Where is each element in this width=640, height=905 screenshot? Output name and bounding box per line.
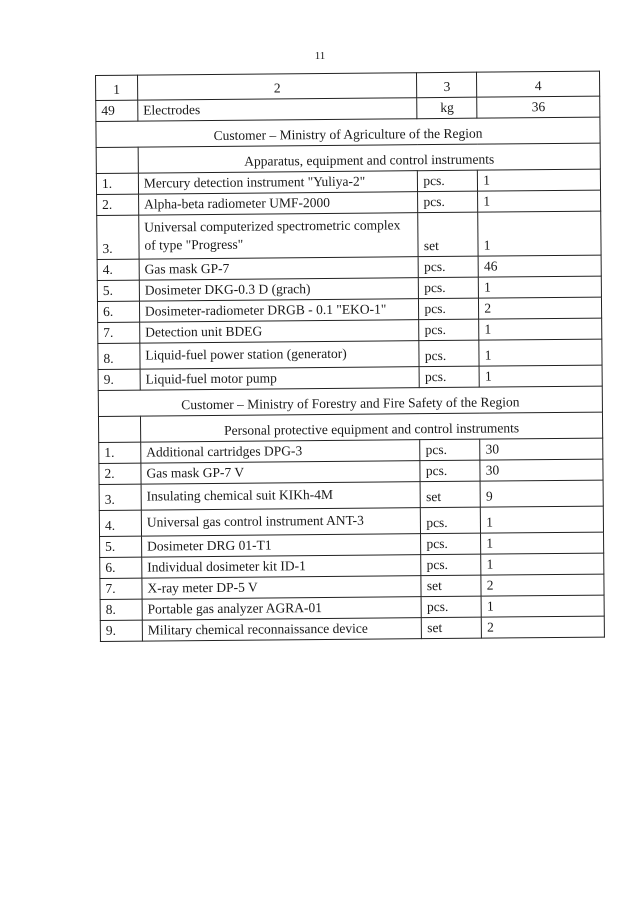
row-number: 5. bbox=[100, 536, 142, 557]
item-quantity: 1 bbox=[481, 595, 604, 617]
item-unit: pcs. bbox=[420, 439, 480, 461]
item-unit: set bbox=[422, 617, 482, 639]
item-unit: pcs. bbox=[419, 340, 479, 367]
item-name: Liquid-fuel motor pump bbox=[140, 367, 420, 390]
empty-cell bbox=[98, 416, 140, 442]
item-name: Military chemical reconnaissance device bbox=[142, 618, 422, 641]
item-unit: kg bbox=[417, 97, 477, 119]
item-quantity: 1 bbox=[479, 276, 602, 298]
item-unit: pcs. bbox=[421, 533, 481, 555]
item-quantity: 2 bbox=[479, 297, 602, 319]
item-name: Universal gas control instrument ANT-3 bbox=[141, 508, 421, 536]
item-quantity: 1 bbox=[478, 190, 601, 212]
item-name: Additional cartridges DPG-3 bbox=[141, 440, 421, 463]
row-number: 49 bbox=[96, 100, 138, 121]
row-number: 3. bbox=[97, 215, 139, 259]
item-name: Gas mask GP-7 bbox=[139, 257, 419, 280]
item-quantity: 30 bbox=[480, 438, 603, 460]
item-unit: set bbox=[421, 575, 481, 597]
row-number: 7. bbox=[98, 322, 140, 343]
row-number: 5. bbox=[97, 280, 139, 301]
item-unit: pcs. bbox=[421, 596, 481, 618]
category-heading: Apparatus, equipment and control instruments bbox=[138, 143, 600, 173]
item-name: Gas mask GP-7 V bbox=[141, 461, 421, 484]
item-name: Insulating chemical suit KIKh-4M bbox=[141, 482, 421, 510]
item-name: Portable gas analyzer AGRA-01 bbox=[142, 597, 422, 620]
item-name: Individual dosimeter kit ID-1 bbox=[142, 555, 422, 578]
table-row bbox=[100, 616, 604, 641]
item-name: Mercury detection instrument "Yuliya-2" bbox=[138, 171, 418, 194]
item-name: Dosimeter DRG 01-T1 bbox=[141, 534, 421, 557]
header-cell-1: 1 bbox=[96, 75, 138, 100]
item-unit: set bbox=[420, 481, 480, 508]
item-quantity: 1 bbox=[479, 318, 602, 340]
category-heading: Personal protective equipment and control instruments bbox=[140, 412, 602, 442]
row-number: 6. bbox=[100, 557, 142, 578]
row-number: 1. bbox=[96, 173, 138, 194]
row-number: 8. bbox=[98, 343, 140, 369]
item-name: Liquid-fuel power station (generator) bbox=[140, 341, 420, 369]
header-cell-4: 4 bbox=[477, 71, 600, 97]
row-number: 9. bbox=[98, 369, 140, 390]
page-number: 11 bbox=[314, 50, 326, 62]
item-name: Detection unit BDEG bbox=[140, 320, 420, 343]
item-unit: pcs. bbox=[419, 366, 479, 388]
row-number: 1. bbox=[99, 442, 141, 463]
row-number: 9. bbox=[100, 620, 142, 641]
row-number: 4. bbox=[99, 510, 141, 536]
item-quantity: 1 bbox=[481, 506, 604, 533]
item-quantity: 30 bbox=[480, 459, 603, 481]
item-unit: pcs. bbox=[419, 277, 479, 299]
item-name: Universal computerized spectrometric complex of type "Progress" bbox=[139, 213, 419, 259]
item-name: Alpha-beta radiometer UMF-2000 bbox=[138, 192, 418, 215]
item-quantity: 36 bbox=[477, 96, 600, 118]
item-name: X-ray meter DP-5 V bbox=[142, 576, 422, 599]
item-unit: pcs. bbox=[418, 170, 478, 192]
item-unit: pcs. bbox=[419, 319, 479, 341]
customer-heading: Customer – Ministry of Agriculture of the Region bbox=[96, 117, 600, 147]
equipment-table bbox=[95, 71, 605, 642]
row-number: 2. bbox=[99, 463, 141, 484]
item-quantity: 1 bbox=[478, 169, 601, 191]
row-number: 2. bbox=[97, 194, 139, 215]
item-unit: pcs. bbox=[420, 460, 480, 482]
item-quantity: 9 bbox=[480, 480, 603, 507]
header-cell-2: 2 bbox=[137, 73, 417, 100]
item-quantity: 1 bbox=[478, 211, 601, 256]
customer-heading: Customer – Ministry of Forestry and Fire Safety of the Region bbox=[98, 386, 602, 416]
row-number: 8. bbox=[100, 599, 142, 620]
row-number: 7. bbox=[100, 578, 142, 599]
item-name: Dosimeter-radiometer DRGB - 0.1 "EKO-1" bbox=[139, 299, 419, 322]
item-name: Dosimeter DKG-0.3 D (grach) bbox=[139, 278, 419, 301]
empty-cell bbox=[96, 147, 138, 173]
item-quantity: 1 bbox=[479, 339, 602, 366]
item-unit: pcs. bbox=[418, 256, 478, 278]
row-number: 3. bbox=[99, 484, 141, 510]
item-unit: pcs. bbox=[421, 507, 481, 534]
item-unit: pcs. bbox=[419, 298, 479, 320]
item-unit: pcs. bbox=[418, 191, 478, 213]
item-quantity: 46 bbox=[478, 255, 601, 277]
header-cell-3: 3 bbox=[417, 72, 477, 98]
item-unit: pcs. bbox=[421, 554, 481, 576]
row-number: 6. bbox=[97, 301, 139, 322]
row-number: 4. bbox=[97, 259, 139, 280]
item-unit: set bbox=[418, 212, 478, 257]
item-quantity: 2 bbox=[481, 574, 604, 596]
item-quantity: 1 bbox=[481, 553, 604, 575]
item-quantity: 2 bbox=[482, 616, 605, 638]
item-quantity: 1 bbox=[479, 365, 602, 387]
item-quantity: 1 bbox=[481, 532, 604, 554]
item-name: Electrodes bbox=[138, 98, 418, 121]
table-row bbox=[97, 211, 601, 259]
